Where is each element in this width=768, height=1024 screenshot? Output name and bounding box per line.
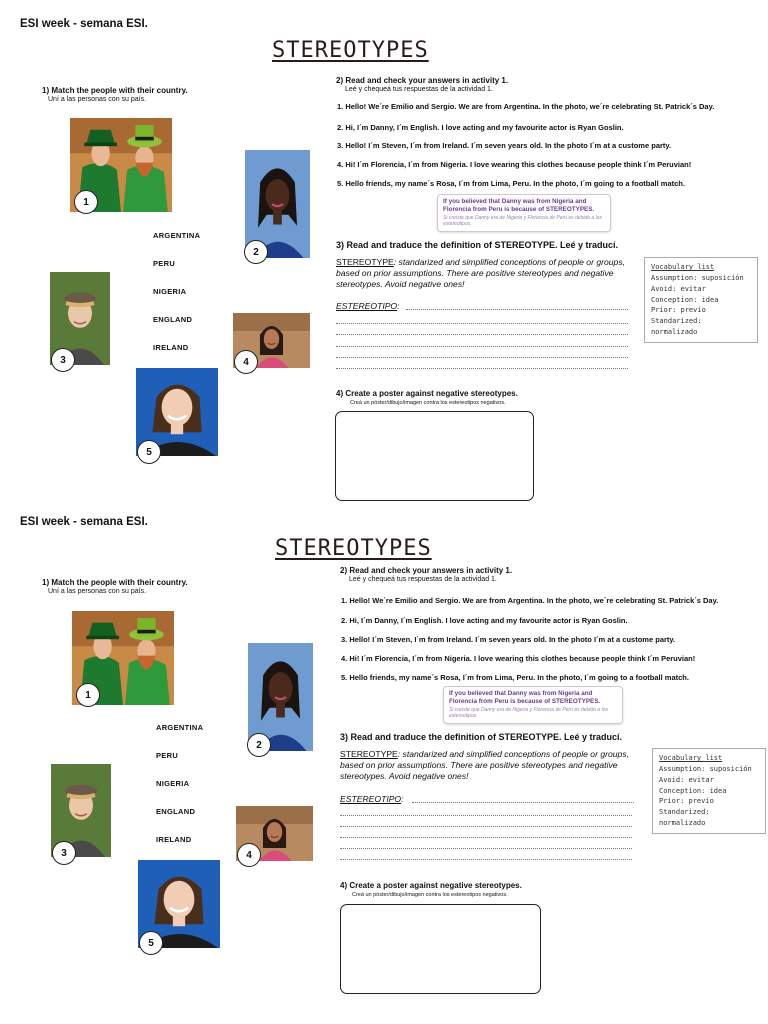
photo-number-badge: 1 — [74, 190, 98, 214]
activity4-subtitle: Creá un póster/dibujo/imagen contra los estereotipos negativos. — [350, 400, 506, 406]
activity2-title: 2) Read and check your answers in activity 1. — [336, 76, 509, 85]
activity2-sentence: 4. Hi! I´m Florencia, I´m from Nigeria. I love wearing this clothes because people think I´m Peruvian! — [341, 654, 696, 663]
photo-number-badge: 3 — [51, 348, 75, 372]
vocabulary-title: Vocabulary list — [651, 263, 715, 271]
translation-answer-line[interactable] — [406, 309, 628, 310]
translation-label — [336, 301, 400, 311]
vocabulary-item: Assumption: suposición — [659, 764, 752, 773]
translation-answer-line[interactable] — [336, 346, 628, 347]
translation-answer-line[interactable] — [340, 826, 632, 827]
translation-colon: : — [397, 301, 400, 311]
worksheet — [0, 10, 768, 515]
vocabulary-item: Standarized: normalizado — [651, 317, 702, 337]
country-label: ENGLAND — [153, 315, 193, 324]
photo-number-badge: 3 — [52, 841, 76, 865]
stereotype-definition — [340, 749, 632, 783]
poster-drawing-box[interactable] — [335, 411, 534, 501]
activity2-sentence: 1. Hello! We´re Emilio and Sergio. We are from Argentina. In the photo, we´re celebrating St. Patrick´s Day. — [341, 596, 719, 605]
country-label: IRELAND — [156, 835, 192, 844]
activity2-sentence: 3. Hello! I´m Steven, I´m from Ireland. I´m seven years old. In the photo I´m at a custome party. — [341, 635, 676, 644]
vocabulary-item: Standarized: normalizado — [659, 808, 710, 828]
activity2-sentence: 3. Hello! I´m Steven, I´m from Ireland. I´m seven years old. In the photo I´m at a custome party. — [337, 141, 672, 150]
definition-term: STEREOTYPE — [336, 257, 394, 267]
translation-answer-line[interactable] — [340, 848, 632, 849]
translation-answer-line[interactable] — [340, 815, 632, 816]
activity1-title: 1) Match the people with their country. — [42, 578, 188, 587]
activity2-title: 2) Read and check your answers in activity 1. — [340, 566, 513, 575]
worksheet-header: ESI week - semana ESI. — [20, 516, 148, 528]
activity1-subtitle: Uní a las personas con su país. — [48, 588, 147, 595]
activity3-title: 3) Read and traduce the definition of STEREOTYPE. Leé y traducí. — [336, 240, 619, 250]
stereotype-note — [437, 194, 611, 232]
stereotype-note-spanish: Si creíste que Danny era de Nigeria y Florencia de Perú es debido a los estereotipos. — [449, 706, 608, 720]
photo-number-badge: 4 — [237, 843, 261, 867]
activity2-sentence: 2. Hi, I´m Danny, I´m English. I love acting and my favourite actor is Ryan Goslin. — [337, 123, 624, 132]
vocabulary-item: Conception: idea — [651, 295, 719, 304]
translation-answer-line[interactable] — [340, 859, 632, 860]
stereotype-definition — [336, 257, 628, 291]
translation-answer-line[interactable] — [340, 837, 632, 838]
country-label: NIGERIA — [153, 287, 187, 296]
photo-number-badge: 2 — [247, 733, 271, 757]
activity2-sentence: 5. Hello friends, my name´s Rosa, I´m from Lima, Peru. In the photo, I´m going to a football match. — [337, 179, 685, 188]
stereotype-note-english: If you believed that Danny was from Nigeria and Florencia from Peru is because of STEREOTYPES. — [443, 198, 595, 213]
vocabulary-item: Prior: previo — [651, 306, 706, 315]
worksheet-title: STEREOTYPES — [272, 38, 429, 63]
stereotype-note — [443, 686, 623, 724]
activity4-title: 4) Create a poster against negative stereotypes. — [340, 881, 522, 890]
vocabulary-list — [652, 748, 766, 834]
activity3-title: 3) Read and traduce the definition of STEREOTYPE. Leé y traducí. — [340, 732, 623, 742]
translation-answer-line[interactable] — [336, 334, 628, 335]
activity4-subtitle: Creá un póster/dibujo/imagen contra los estereotipos negativos. — [352, 892, 508, 898]
country-label: IRELAND — [153, 343, 189, 352]
worksheet-title: STEREOTYPES — [275, 536, 432, 561]
translation-term: ESTEREOTIPO — [336, 301, 398, 311]
translation-answer-line[interactable] — [336, 357, 628, 358]
country-label: PERU — [156, 751, 179, 760]
poster-drawing-box[interactable] — [340, 904, 541, 994]
stereotype-note-english: If you believed that Danny was from Nigeria and Florencia from Peru is because of STEREOTYPES. — [449, 690, 601, 705]
photo-number-badge: 5 — [139, 931, 163, 955]
worksheet — [0, 508, 768, 1013]
vocabulary-list — [644, 257, 758, 343]
translation-answer-line[interactable] — [336, 323, 628, 324]
definition-term: STEREOTYPE — [340, 749, 398, 759]
activity4-title: 4) Create a poster against negative stereotypes. — [336, 389, 518, 398]
activity2-subtitle: Leé y chequeá tus respuestas de la actividad 1. — [345, 86, 493, 93]
worksheet-header: ESI week - semana ESI. — [20, 18, 148, 30]
definition-text: : standarized and simplified conceptions of people or groups, based on prior assumptions. There are positive stereotypes and negative stereotypes. Avoid negative ones! — [336, 257, 625, 290]
definition-text: : standarized and simplified conceptions of people or groups, based on prior assumptions. There are positive stereotypes and negative stereotypes. Avoid negative ones! — [340, 749, 629, 782]
activity2-sentence: 5. Hello friends, my name´s Rosa, I´m from Lima, Peru. In the photo, I´m going to a football match. — [341, 673, 689, 682]
activity2-subtitle: Leé y chequeá tus respuestas de la actividad 1. — [349, 576, 497, 583]
activity1-subtitle: Uní a las personas con su país. — [48, 96, 147, 103]
vocabulary-title: Vocabulary list — [659, 754, 723, 762]
stereotype-note-spanish: Si creíste que Danny era de Nigeria y Florencia de Perú es debido a los estereotipos. — [443, 214, 602, 228]
activity1-title: 1) Match the people with their country. — [42, 86, 188, 95]
photo-number-badge: 5 — [137, 440, 161, 464]
translation-answer-line[interactable] — [336, 368, 628, 369]
translation-term: ESTEREOTIPO — [340, 794, 402, 804]
vocabulary-item: Avoid: evitar — [659, 775, 714, 784]
country-label: ARGENTINA — [156, 723, 204, 732]
activity2-sentence: 1. Hello! We´re Emilio and Sergio. We are from Argentina. In the photo, we´re celebrating St. Patrick´s Day. — [337, 102, 715, 111]
activity2-sentence: 2. Hi, I´m Danny, I´m English. I love acting and my favourite actor is Ryan Goslin. — [341, 616, 628, 625]
translation-colon: : — [401, 794, 404, 804]
vocabulary-item: Avoid: evitar — [651, 284, 706, 293]
country-label: ARGENTINA — [153, 231, 201, 240]
country-label: ENGLAND — [156, 807, 196, 816]
photo-number-badge: 2 — [244, 240, 268, 264]
vocabulary-item: Conception: idea — [659, 786, 727, 795]
activity2-sentence: 4. Hi! I´m Florencia, I´m from Nigeria. I love wearing this clothes because people think I´m Peruvian! — [337, 160, 692, 169]
translation-label — [340, 794, 404, 804]
country-label: PERU — [153, 259, 176, 268]
photo-number-badge: 4 — [234, 350, 258, 374]
vocabulary-item: Assumption: suposición — [651, 273, 744, 282]
translation-answer-line[interactable] — [412, 802, 634, 803]
vocabulary-item: Prior: previo — [659, 797, 714, 806]
country-label: NIGERIA — [156, 779, 190, 788]
photo-number-badge: 1 — [76, 683, 100, 707]
